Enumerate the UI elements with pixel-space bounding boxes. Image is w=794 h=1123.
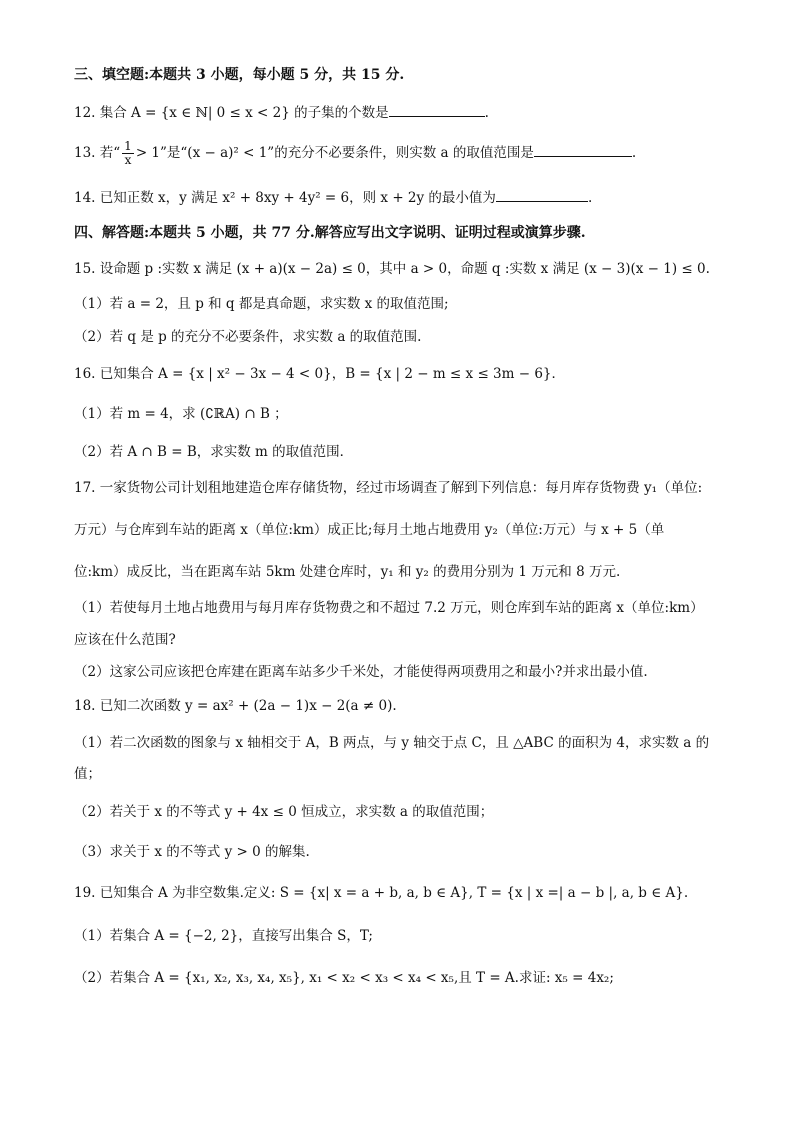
answer-blank-14 (496, 187, 588, 202)
section-3-heading: 三、填空题:本题共 3 小题，每小题 5 分，共 15 分. (74, 67, 405, 83)
question-14-end: . (587, 190, 593, 206)
question-14-text: 14. 已知正数 x，y 满足 x² + 8xy + 4y² = 6，则 x + 2y 的最小值为 (74, 190, 496, 206)
question-17-part-1-cont: 应该在什么范围? (74, 632, 176, 648)
question-19-stem: 19. 已知集合 A 为非空数集.定义: S = {x| x = a + b, a, b ∈ A}, T = {x | x =| a − b |, a, b ∈ A}. (74, 885, 689, 901)
question-16-stem: 16. 已知集合 A = {x | x² − 3x − 4 < 0}，B = {x | 2 − m ≤ x ≤ 3m − 6}． (74, 366, 566, 382)
question-15-part-1: （1）若 a = 2，且 p 和 q 都是真命题，求实数 x 的取值范围; (74, 296, 449, 312)
question-16-part-1: （1）若 m = 4，求 (∁ℝA) ∩ B ； (74, 406, 288, 422)
question-13-text-start: 13. 若“ (74, 145, 121, 161)
question-17-line-2: 万元）与仓库到车站的距离 x（单位:km）成正比;每月土地占地费用 y₂（单位:万元）与 x + 5（单 (74, 522, 665, 538)
question-18-part-2: （2）若关于 x 的不等式 y + 4x ≤ 0 恒成立，求实数 a 的取值范围； (74, 804, 494, 820)
fraction-denominator: x (124, 153, 132, 167)
question-18-stem: 18. 已知二次函数 y = ax² + (2a − 1)x − 2(a ≠ 0). (74, 698, 397, 714)
section-4-heading: 四、解答题:本题共 5 小题，共 77 分.解答应写出文字说明、证明过程或演算步骤. (74, 225, 586, 241)
fraction-numerator: 1 (124, 139, 132, 153)
answer-blank-12 (389, 102, 485, 117)
question-12-text: 12. 集合 A = {x ∈ ℕ| 0 ≤ x < 2} 的子集的个数是 (74, 105, 389, 121)
fraction-one-over-x (122, 140, 134, 167)
question-17-part-2: （2）这家公司应该把仓库建在距离车站多少千米处，才能使得两项费用之和最小?并求出最小值. (74, 664, 648, 680)
question-12-end: . (484, 105, 489, 121)
answer-blank-13 (534, 142, 632, 157)
question-12 (74, 102, 489, 123)
question-14 (74, 187, 592, 208)
question-17-part-1: （1）若使每月土地占地费用与每月库存货物费之和不超过 7.2 万元，则仓库到车站的距离 x（单位:km） (74, 600, 704, 616)
question-19-part-2: （2）若集合 A = {x₁, x₂, x₃, x₄, x₅}, x₁ < x₂ < x₃ < x₄ < x₅,且 T = A.求证: x₅ = 4x₂; (74, 970, 614, 986)
question-17-line-3: 位:km）成反比，当在距离车站 5km 处建仓库时，y₁ 和 y₂ 的费用分别为 1 万元和 8 万元. (74, 564, 621, 580)
question-15-stem: 15. 设命题 p :实数 x 满足 (x + a)(x − 2a) ≤ 0，其中 a > 0，命题 q :实数 x 满足 (x − 3)(x − 1) ≤ 0. (74, 261, 710, 277)
question-17-line-1: 17. 一家货物公司计划租地建造仓库存储货物，经过市场调查了解到下列信息：每月库存货物费 y₁（单位: (74, 480, 703, 496)
question-18-part-1-cont: 值； (74, 766, 101, 782)
question-13 (74, 140, 636, 167)
question-18-part-3: （3）求关于 x 的不等式 y > 0 的解集. (74, 844, 310, 860)
question-19-part-1: （1）若集合 A = {−2, 2}，直接写出集合 S，T; (74, 928, 373, 944)
question-13-end: . (631, 145, 637, 161)
question-15-part-2: （2）若 q 是 p 的充分不必要条件，求实数 a 的取值范围. (74, 329, 422, 345)
question-18-part-1: （1）若二次函数的图象与 x 轴相交于 A，B 两点，与 y 轴交于点 C，且 △ABC 的面积为 4，求实数 a 的 (74, 735, 710, 751)
question-13-text-rest: > 1”是“(x − a)² < 1”的充分不必要条件，则实数 a 的取值范围是 (135, 145, 534, 161)
question-16-part-2: （2）若 A ∩ B = B，求实数 m 的取值范围． (74, 444, 354, 460)
